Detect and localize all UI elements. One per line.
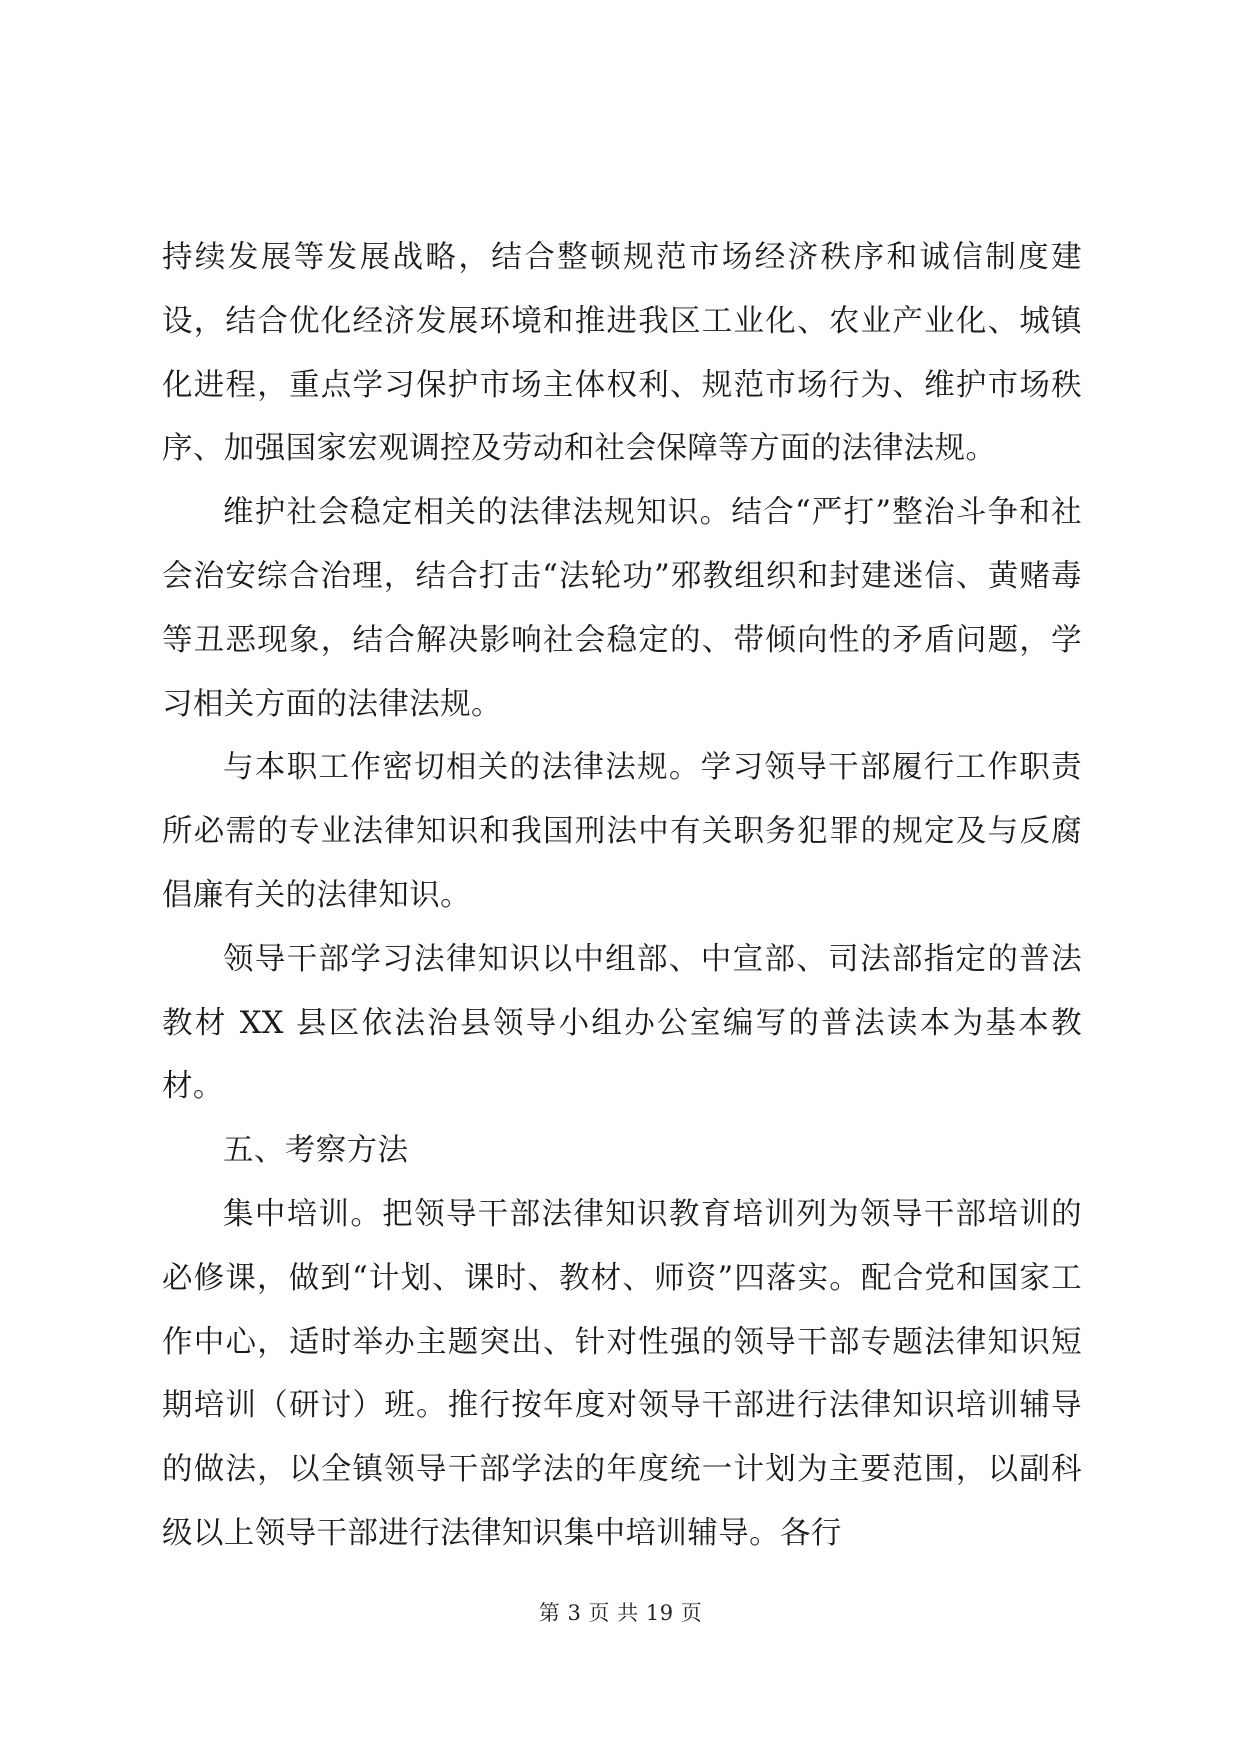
paragraph: 持续发展等发展战略，结合整顿规范市场经济秩序和诚信制度建设，结合优化经济发展环境和推进我区工业化、农业产业化、城镇化进程，重点学习保护市场主体权利、规范市场行为、维护市场秩序、加强国家宏观调控及劳动和社会保障等方面的法律法规。 (162, 240, 1082, 467)
document-body (162, 226, 1082, 1566)
paragraph: 与本职工作密切相关的法律法规。学习领导干部履行工作职责所必需的专业法律知识和我国刑法中有关职务犯罪的规定及与反腐倡廉有关的法律知识。 (162, 750, 1082, 913)
page-number-footer: 第 3 页 共 19 页 (538, 1601, 703, 1625)
paragraph: 领导干部学习法律知识以中组部、中宣部、司法部指定的普法教材 XX 县区依法治县领导小组办公室编写的普法读本为基本教材。 (162, 941, 1082, 1105)
paragraph: 维护社会稳定相关的法律法规知识。结合“严打”整治斗争和社会治安综合治理，结合打击“法轮功”邪教组织和封建迷信、黄赌毒等丑恶现象，结合解决影响社会稳定的、带倾向性的矛盾问题，学习相关方面的法律法规。 (162, 495, 1082, 722)
paragraph: 集中培训。把领导干部法律知识教育培训列为领导干部培训的必修课，做到“计划、课时、教材、师资”四落实。配合党和国家工作中心，适时举办主题突出、针对性强的领导干部专题法律知识短期培训（研讨）班。推行按年度对领导干部进行法律知识培训辅导的做法，以全镇领导干部学法的年度统一计划为主要范围，以副科级以上领导干部进行法律知识集中培训辅导。各行 (162, 1196, 1082, 1551)
section-heading: 五、考察方法 (223, 1133, 409, 1169)
